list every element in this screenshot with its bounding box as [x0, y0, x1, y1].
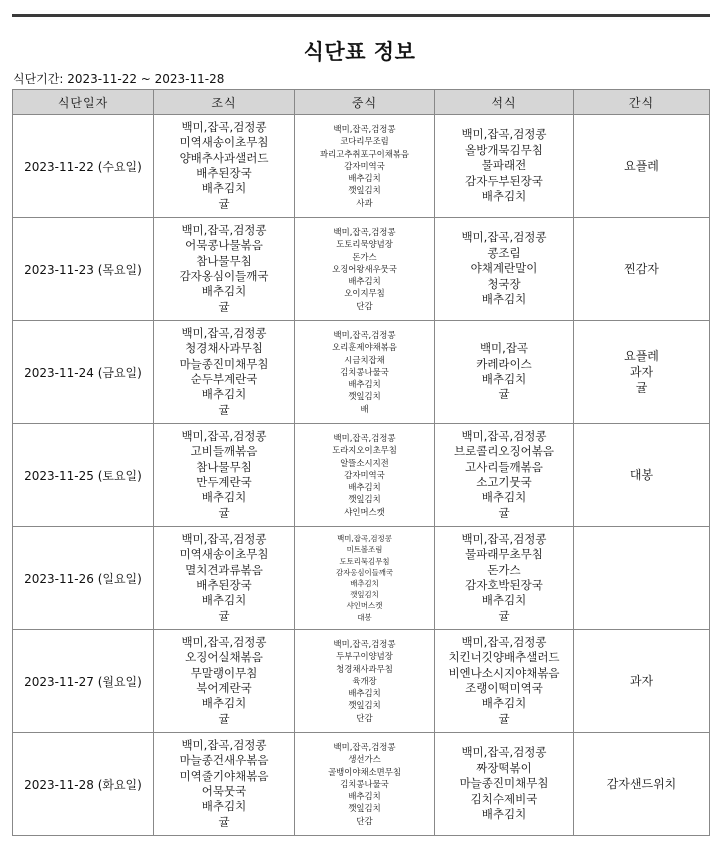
- date-cell: 2023-11-26 (일요일): [13, 527, 154, 630]
- lunch-item: 백미,잡곡,검정콩: [333, 227, 396, 238]
- dinner-cell: [435, 321, 574, 424]
- breakfast-item: 귤: [218, 299, 230, 314]
- header-dinner: 석식: [435, 90, 574, 115]
- breakfast-item: 백미,잡곡,검정콩: [181, 119, 267, 134]
- dinner-item: 백미,잡곡,검정콩: [461, 428, 547, 443]
- lunch-item: 대봉: [357, 612, 372, 622]
- lunch-item: 배추김치: [348, 791, 381, 802]
- breakfast-item: 어묵뭇국: [201, 784, 247, 798]
- breakfast-item: 배추김치: [201, 490, 247, 505]
- page-title: 식단표 정보: [303, 40, 416, 64]
- snack-cell: [574, 321, 710, 424]
- lunch-item: 도라지오이초무침: [332, 445, 397, 456]
- lunch-item: 김치콩나물국: [340, 366, 389, 377]
- lunch-item: 도토리묵김무침: [339, 556, 390, 566]
- lunch-item: 배추김치: [348, 276, 381, 287]
- lunch-item: 감자미역국: [344, 469, 385, 480]
- dinner-item: 백미,잡곡,검정콩: [461, 531, 547, 546]
- breakfast-item: 참나물무침: [196, 459, 252, 474]
- snack-item: 요플레: [624, 349, 659, 363]
- dinner-cell: [435, 527, 574, 630]
- dinner-item: 청국장: [487, 276, 521, 291]
- date-cell: 2023-11-25 (토요일): [13, 424, 154, 527]
- lunch-item: 배추김치: [348, 688, 381, 699]
- breakfast-item: 순두부계란국: [190, 372, 258, 386]
- snack-item: 과자: [629, 365, 654, 379]
- breakfast-item: 참나물무침: [196, 253, 252, 268]
- snack-cell: [574, 630, 710, 733]
- dinner-item: 백미,잡곡,검정콩: [461, 745, 547, 760]
- lunch-item: 골뱅이야채소면무침: [328, 766, 401, 777]
- table-row: [13, 630, 710, 733]
- dinner-item: 배추김치: [481, 372, 527, 386]
- table-row: [13, 424, 710, 527]
- top-rule: [12, 14, 710, 17]
- lunch-item: 오이지무침: [344, 288, 385, 299]
- dinner-item: 짜장떡볶이: [476, 760, 532, 775]
- lunch-item: 김치콩나물국: [340, 778, 389, 789]
- lunch-item: 백미,잡곡,검정콩: [337, 534, 392, 544]
- lunch-item: 단감: [356, 712, 373, 723]
- dinner-item: 배추김치: [481, 696, 527, 711]
- breakfast-item: 배추김치: [201, 181, 247, 196]
- header-date: 식단일자: [13, 90, 154, 115]
- lunch-item: 생선가스: [348, 754, 381, 765]
- breakfast-item: 감자옹심이들깨국: [179, 269, 269, 283]
- lunch-cell: [295, 321, 435, 424]
- breakfast-item: 백미,잡곡,검정콩: [181, 222, 267, 237]
- breakfast-cell: [154, 527, 295, 630]
- breakfast-cell: [154, 321, 295, 424]
- breakfast-item: 배추된장국: [196, 578, 252, 592]
- table-row: [13, 527, 710, 630]
- dinner-item: 귤: [498, 608, 510, 623]
- lunch-item: 오징어왕새우뭇국: [332, 263, 397, 274]
- lunch-cell: [295, 733, 435, 836]
- lunch-item: 사과: [356, 197, 373, 208]
- breakfast-item: 오징어실채볶음: [185, 650, 263, 665]
- breakfast-item: 배추된장국: [196, 166, 252, 180]
- dinner-item: 비엔나소시지야채볶음: [448, 665, 560, 680]
- dinner-item: 백미,잡곡,검정콩: [461, 230, 547, 245]
- breakfast-item: 배추김치: [201, 284, 247, 299]
- dinner-item: 야채계란말이: [470, 261, 538, 276]
- breakfast-cell: [154, 218, 295, 321]
- breakfast-item: 무말랭이무침: [190, 665, 258, 680]
- breakfast-item: 배추김치: [201, 593, 247, 608]
- dinner-item: 감자호박된장국: [465, 578, 543, 592]
- breakfast-item: 청경채사과무침: [185, 341, 263, 356]
- snack-item: 과자: [629, 674, 654, 688]
- date-cell: 2023-11-28 (화요일): [13, 733, 154, 836]
- breakfast-item: 마늘종건새우볶음: [179, 753, 269, 768]
- lunch-item: 미트볼조림: [346, 545, 383, 555]
- dinner-item: 브로콜리오징어볶음: [454, 444, 554, 459]
- breakfast-cell: [154, 115, 295, 218]
- breakfast-item: 배추김치: [201, 799, 247, 814]
- snack-item: 감자샌드위치: [606, 777, 677, 791]
- snack-item: 대봉: [629, 468, 654, 482]
- lunch-item: 배추김치: [348, 482, 381, 493]
- dinner-item: 배추김치: [481, 593, 527, 608]
- breakfast-item: 양배추사과샐러드: [179, 150, 269, 165]
- header-row: [13, 90, 710, 115]
- breakfast-item: 백미,잡곡,검정콩: [181, 325, 267, 340]
- breakfast-item: 미역새송이초무침: [179, 547, 269, 562]
- dinner-item: 카레라이스: [476, 356, 532, 371]
- snack-item: 귤: [635, 381, 648, 395]
- dinner-item: 배추김치: [481, 292, 527, 307]
- meal-period: 식단기간: 2023-11-22 ~ 2023-11-28: [13, 72, 225, 86]
- lunch-cell: [295, 424, 435, 527]
- lunch-item: 단감: [356, 815, 373, 826]
- lunch-item: 배: [360, 403, 369, 414]
- dinner-item: 소고기뭇국: [476, 475, 532, 489]
- dinner-item: 배추김치: [481, 490, 527, 505]
- lunch-item: 도토리묵양념장: [336, 239, 393, 250]
- lunch-item: 백미,잡곡,검정콩: [333, 124, 396, 135]
- breakfast-cell: [154, 424, 295, 527]
- dinner-item: 감자두부된장국: [465, 173, 543, 188]
- snack-item: 요플레: [624, 159, 659, 173]
- dinner-item: 김치수제비국: [470, 791, 538, 806]
- breakfast-item: 멸치견과류볶음: [185, 562, 263, 577]
- dinner-cell: [435, 424, 574, 527]
- dinner-item: 귤: [498, 711, 510, 726]
- breakfast-item: 백미,잡곡,검정콩: [181, 428, 267, 443]
- lunch-item: 깻잎김치: [348, 391, 381, 402]
- lunch-item: 배추김치: [350, 579, 379, 588]
- lunch-cell: [295, 115, 435, 218]
- lunch-item: 샤인머스캣: [344, 506, 385, 517]
- lunch-item: 샤인머스캣: [346, 601, 383, 611]
- breakfast-item: 어묵콩나물볶음: [185, 238, 263, 253]
- dinner-item: 백미,잡곡: [479, 341, 529, 356]
- lunch-item: 백미,잡곡,검정콩: [333, 433, 396, 444]
- dinner-item: 귤: [498, 387, 510, 402]
- lunch-item: 깻잎김치: [348, 700, 381, 711]
- lunch-item: 깻잎김치: [348, 494, 381, 505]
- meal-table-body: [13, 115, 710, 836]
- dinner-item: 배추김치: [481, 807, 527, 822]
- date-cell: 2023-11-27 (월요일): [13, 630, 154, 733]
- snack-cell: [574, 424, 710, 527]
- lunch-item: 백미,잡곡,검정콩: [333, 639, 396, 650]
- table-row: [13, 218, 710, 321]
- breakfast-item: 만두계란국: [196, 475, 252, 489]
- lunch-item: 육개장: [352, 675, 377, 686]
- dinner-item: 배추김치: [481, 189, 527, 204]
- dinner-item: 백미,잡곡,검정콩: [461, 127, 547, 142]
- breakfast-item: 배추김치: [201, 387, 247, 402]
- lunch-item: 감자옹심이들깨국: [335, 567, 394, 577]
- breakfast-item: 백미,잡곡,검정콩: [181, 737, 267, 752]
- dinner-item: 치킨너깃양배추샐러드: [448, 650, 560, 665]
- lunch-cell: [295, 527, 435, 630]
- header-snack: 간식: [574, 90, 710, 115]
- snack-cell: [574, 218, 710, 321]
- lunch-item: 청경채사과무침: [336, 663, 393, 674]
- snack-item: 찐감자: [624, 262, 659, 276]
- lunch-item: 두부구이양념장: [336, 651, 393, 662]
- header-lunch: 중식: [295, 90, 435, 115]
- lunch-item: 단감: [356, 300, 373, 311]
- breakfast-item: 귤: [218, 814, 230, 829]
- dinner-cell: [435, 630, 574, 733]
- table-row: [13, 321, 710, 424]
- lunch-item: 배추김치: [348, 173, 381, 184]
- header-breakfast: 조식: [154, 90, 295, 115]
- lunch-item: 깻잎김치: [348, 185, 381, 196]
- snack-cell: [574, 733, 710, 836]
- dinner-item: 귤: [498, 505, 510, 520]
- breakfast-item: 귤: [218, 711, 230, 726]
- snack-cell: [574, 527, 710, 630]
- dinner-item: 백미,잡곡,검정콩: [461, 634, 547, 649]
- breakfast-cell: [154, 733, 295, 836]
- lunch-item: 백미,잡곡,검정콩: [333, 742, 396, 753]
- breakfast-item: 귤: [218, 505, 230, 520]
- breakfast-item: 북어계란국: [196, 681, 252, 695]
- lunch-item: 오리훈제야채볶음: [332, 342, 397, 353]
- dinner-item: 콩조림: [487, 245, 521, 260]
- breakfast-item: 귤: [218, 608, 230, 623]
- dinner-item: 물파래무초무침: [465, 547, 543, 562]
- breakfast-item: 귤: [218, 196, 230, 211]
- dinner-item: 고사리들깨볶음: [465, 459, 543, 474]
- breakfast-item: 귤: [218, 402, 230, 417]
- breakfast-item: 배추김치: [201, 696, 247, 711]
- snack-cell: [574, 115, 710, 218]
- lunch-cell: [295, 218, 435, 321]
- breakfast-cell: [154, 630, 295, 733]
- dinner-item: 돈가스: [487, 562, 521, 577]
- date-cell: 2023-11-24 (금요일): [13, 321, 154, 424]
- breakfast-item: 백미,잡곡,검정콩: [181, 634, 267, 649]
- date-cell: 2023-11-23 (목요일): [13, 218, 154, 321]
- breakfast-item: 고비들깨볶음: [190, 444, 258, 459]
- lunch-item: 알뜰소시지전: [340, 457, 389, 468]
- breakfast-item: 미역줄기야채볶음: [179, 768, 269, 783]
- dinner-item: 물파래전: [481, 158, 527, 173]
- table-row: [13, 115, 710, 218]
- dinner-item: 마늘종진미채무침: [459, 776, 549, 791]
- lunch-item: 감자미역국: [344, 160, 385, 171]
- dinner-item: 조랭이떡미역국: [465, 681, 543, 695]
- lunch-item: 꽈리고추취포구이채볶음: [320, 148, 409, 159]
- lunch-item: 시금치잡채: [344, 354, 385, 365]
- breakfast-item: 마늘종진미채무침: [179, 356, 269, 371]
- lunch-item: 깻잎김치: [348, 803, 381, 814]
- meal-table: [12, 89, 710, 836]
- table-row: [13, 733, 710, 836]
- dinner-cell: [435, 218, 574, 321]
- breakfast-item: 미역새송이초무침: [179, 135, 269, 150]
- lunch-item: 깻잎김치: [350, 590, 379, 600]
- lunch-item: 배추김치: [348, 379, 381, 390]
- date-cell: 2023-11-22 (수요일): [13, 115, 154, 218]
- dinner-cell: [435, 733, 574, 836]
- lunch-item: 백미,잡곡,검정콩: [333, 330, 396, 341]
- lunch-item: 코다리무조림: [340, 136, 389, 147]
- lunch-cell: [295, 630, 435, 733]
- lunch-item: 돈가스: [352, 251, 377, 262]
- dinner-cell: [435, 115, 574, 218]
- dinner-item: 올방개묵김무침: [465, 142, 543, 157]
- breakfast-item: 백미,잡곡,검정콩: [181, 531, 267, 546]
